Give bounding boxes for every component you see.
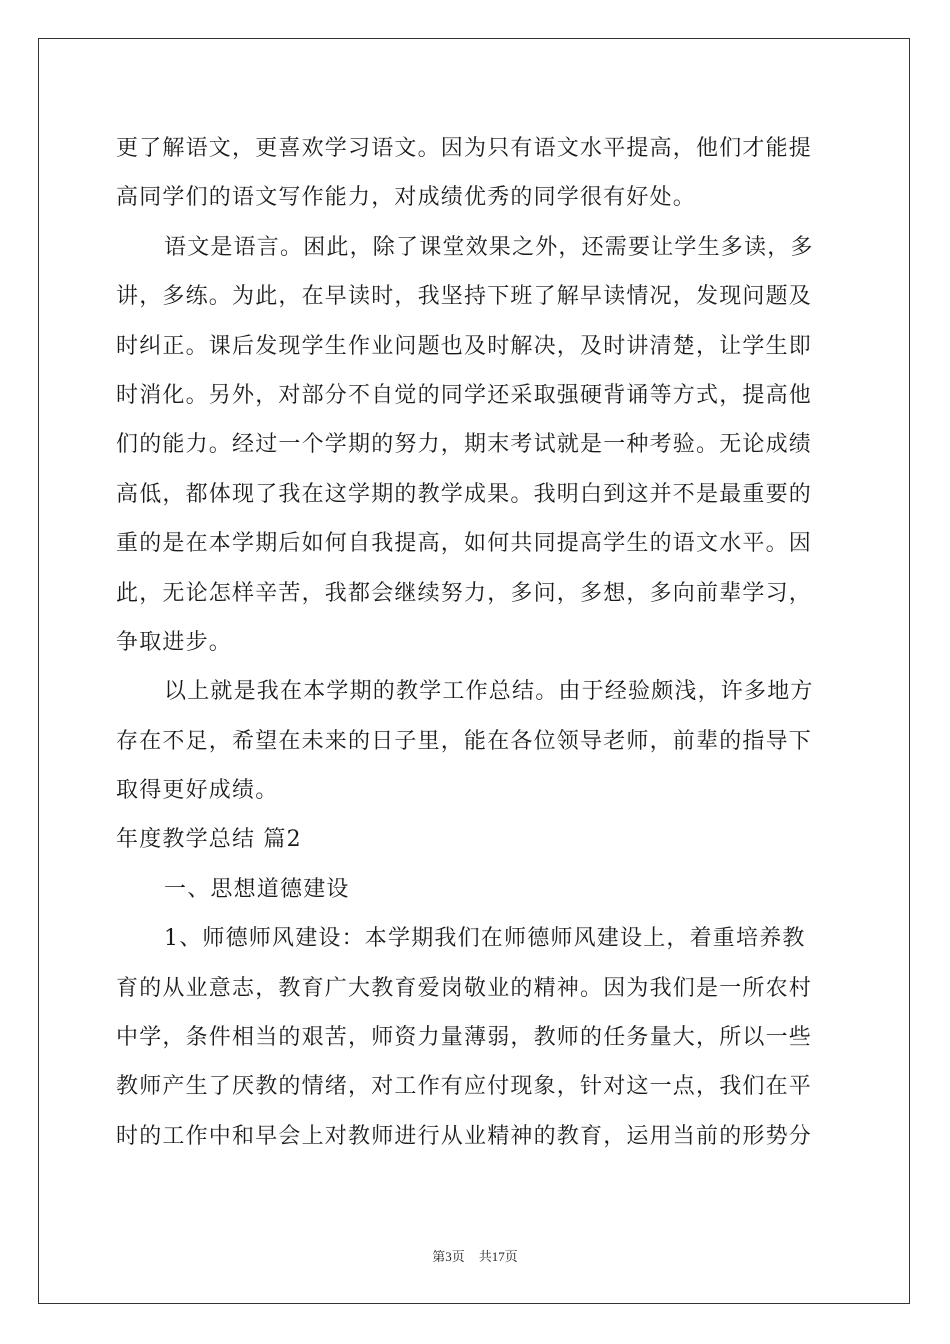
text-line: 取得更好成绩。 [116, 778, 279, 804]
text-line: 时纠正。课后发现学生作业问题也及时解决，及时讲清楚，让学生即 [116, 333, 813, 359]
text-line: 高同学们的语文写作能力，对成绩优秀的同学很有好处。 [116, 185, 697, 211]
text-line: 语文是语言。困此，除了课堂效果之外，还需要让学生多读，多 [164, 234, 814, 260]
page-number: 第3页 [432, 1249, 465, 1264]
text-line: 更了解语文，更喜欢学习语文。因为只有语文水平提高，他们才能提 [116, 136, 813, 161]
text-line: 育的从业意志，教育广大教育爱岗敬业的精神。因为我们是一所农村 [116, 975, 813, 1001]
page-total: 共17页 [478, 1249, 518, 1264]
document-body [116, 124, 836, 1161]
text-line: 此，无论怎样辛苦，我都会继续努力，多问，多想，多向前辈学习， [116, 580, 813, 606]
text-line: 1、师德师风建设：本学期我们在师德师风建设上，着重培养教 [164, 926, 806, 952]
text-line: 时消化。另外，对部分不自觉的同学还采取强硬背诵等方式，提高他 [116, 382, 813, 408]
subsection-heading: 一、思想道德建设 [164, 876, 350, 902]
text-line: 们的能力。经过一个学期的努力，期末考试就是一种考验。无论成绩 [116, 432, 813, 458]
text-line: 存在不足，希望在未来的日子里，能在各位领导老师，前辈的指导下 [116, 728, 813, 754]
text-line: 时的工作中和早会上对教师进行从业精神的教育，运用当前的形势分 [116, 1123, 813, 1149]
text-line: 争取进步。 [116, 629, 233, 655]
text-line: 讲，多练。为此，在早读时，我坚持下班了解早读情况，发现问题及 [116, 284, 813, 310]
text-line: 中学，条件相当的艰苦，师资力量薄弱，教师的任务量大，所以一些 [116, 1025, 813, 1051]
section-heading: 年度教学总结 篇2 [116, 827, 302, 853]
text-line: 以上就是我在本学期的教学工作总结。由于经验颇浅，许多地方 [164, 679, 814, 705]
text-line: 高低，都体现了我在这学期的教学成果。我明白到这并不是最重要的 [116, 481, 813, 507]
page-footer [0, 1246, 950, 1265]
text-line: 重的是在本学期后如何自我提高，如何共同提高学生的语文水平。因 [116, 531, 813, 557]
text-line: 教师产生了厌教的情绪，对工作有应付现象，针对这一点，我们在平 [116, 1074, 813, 1100]
